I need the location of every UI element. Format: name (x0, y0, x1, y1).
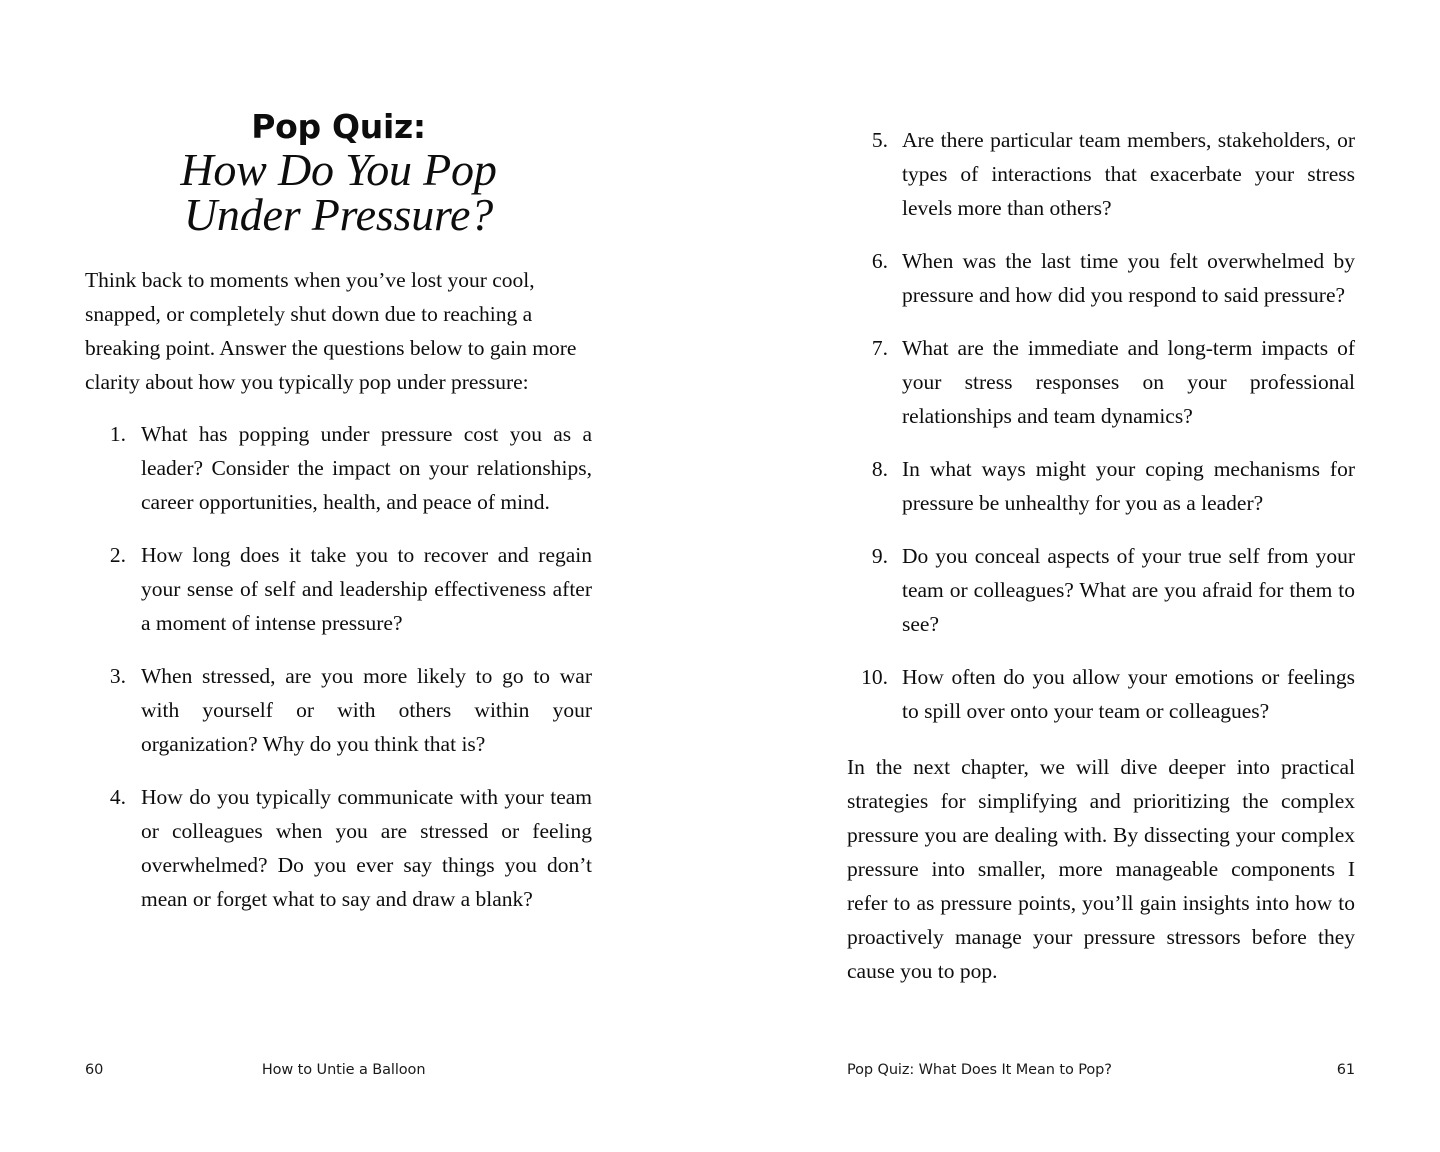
page-number-left: 60 (85, 1062, 104, 1078)
list-item (847, 123, 1355, 225)
running-head-right: Pop Quiz: What Does It Mean to Pop? (847, 1062, 1112, 1078)
running-head-left: How to Untie a Balloon (261, 1062, 426, 1078)
list-item-text: When stressed, are you more likely to go to war with yourself or with others within your organization? Why do you think that is? (141, 664, 592, 757)
list-item (85, 417, 592, 519)
list-item-text: Do you conceal aspects of your true self from your team or colleagues? What are you afraid for them to see? (902, 544, 1355, 636)
list-item (847, 331, 1355, 433)
page-title (85, 107, 592, 240)
list-item (847, 660, 1355, 728)
list-item-text: Are there particular team members, stakeholders, or types of interactions that exacerbate your stress levels more than others? (902, 128, 1355, 220)
title-kicker: Pop Quiz: (251, 107, 426, 146)
question-list-left (85, 417, 592, 916)
list-item-text: When was the last time you felt overwhelmed by pressure and how did you respond to said pressure? (902, 249, 1355, 307)
list-item-number: 8. (871, 457, 888, 481)
list-item-number: 3. (109, 664, 126, 689)
list-item-number: 6. (871, 249, 888, 273)
title-line-2: Under Pressure? (183, 188, 494, 240)
question-list-right (847, 123, 1355, 728)
list-item-number: 4. (109, 785, 126, 810)
title-main (85, 143, 592, 240)
title-line-1: How Do You Pop (180, 143, 497, 195)
list-item-text: How often do you allow your emotions or feelings to spill over onto your team or colleagues? (902, 665, 1355, 723)
page-right (720, 0, 1440, 1152)
list-item-number: 7. (871, 336, 888, 360)
list-item-text: How do you typically communicate with your team or colleagues when you are stressed or feeling overwhelmed? Do you ever say things you don’t mean or forget what to say and draw a blank? (141, 785, 592, 912)
list-item-text: How long does it take you to recover and regain your sense of self and leadership effectiveness after a moment of intense pressure? (141, 543, 592, 636)
list-item (847, 244, 1355, 312)
left-page-content (85, 107, 592, 916)
footer-left (85, 1050, 592, 1090)
list-item (847, 539, 1355, 641)
list-item-text: In what ways might your coping mechanisms for pressure be unhealthy for you as a leader? (902, 457, 1355, 515)
footer-right (847, 1050, 1355, 1090)
list-item-number: 5. (871, 128, 888, 152)
list-item-number: 2. (109, 543, 126, 568)
closing-paragraph: In the next chapter, we will dive deeper into practical strategies for simplifying and prioritizing the complex pressure you are dealing with. By dissecting your complex pressure into smaller, more manageable components I refer to as pressure points, you’ll gain insights into how to proactively manage your pressure stressors before they cause you to pop. (847, 755, 1355, 983)
page-number-right: 61 (1336, 1062, 1355, 1078)
list-item (847, 452, 1355, 520)
list-item-number: 9. (871, 544, 888, 568)
right-page-content (847, 105, 1355, 988)
list-item (85, 659, 592, 761)
list-item-text: What are the immediate and long-term impacts of your stress responses on your professional relationships and team dynamics? (902, 336, 1355, 428)
list-item-number: 1. (109, 422, 126, 447)
intro-paragraph: Think back to moments when you’ve lost your cool, snapped, or completely shut down due to reaching a breaking point. Answer the questions below to gain more clarity about how you typically pop under pressure: (85, 268, 577, 395)
list-item-text: What has popping under pressure cost you as a leader? Consider the impact on your relationships, career opportunities, health, and peace of mind. (141, 422, 592, 515)
list-item (85, 538, 592, 640)
list-item-number: 10. (861, 665, 888, 689)
list-item (85, 780, 592, 916)
